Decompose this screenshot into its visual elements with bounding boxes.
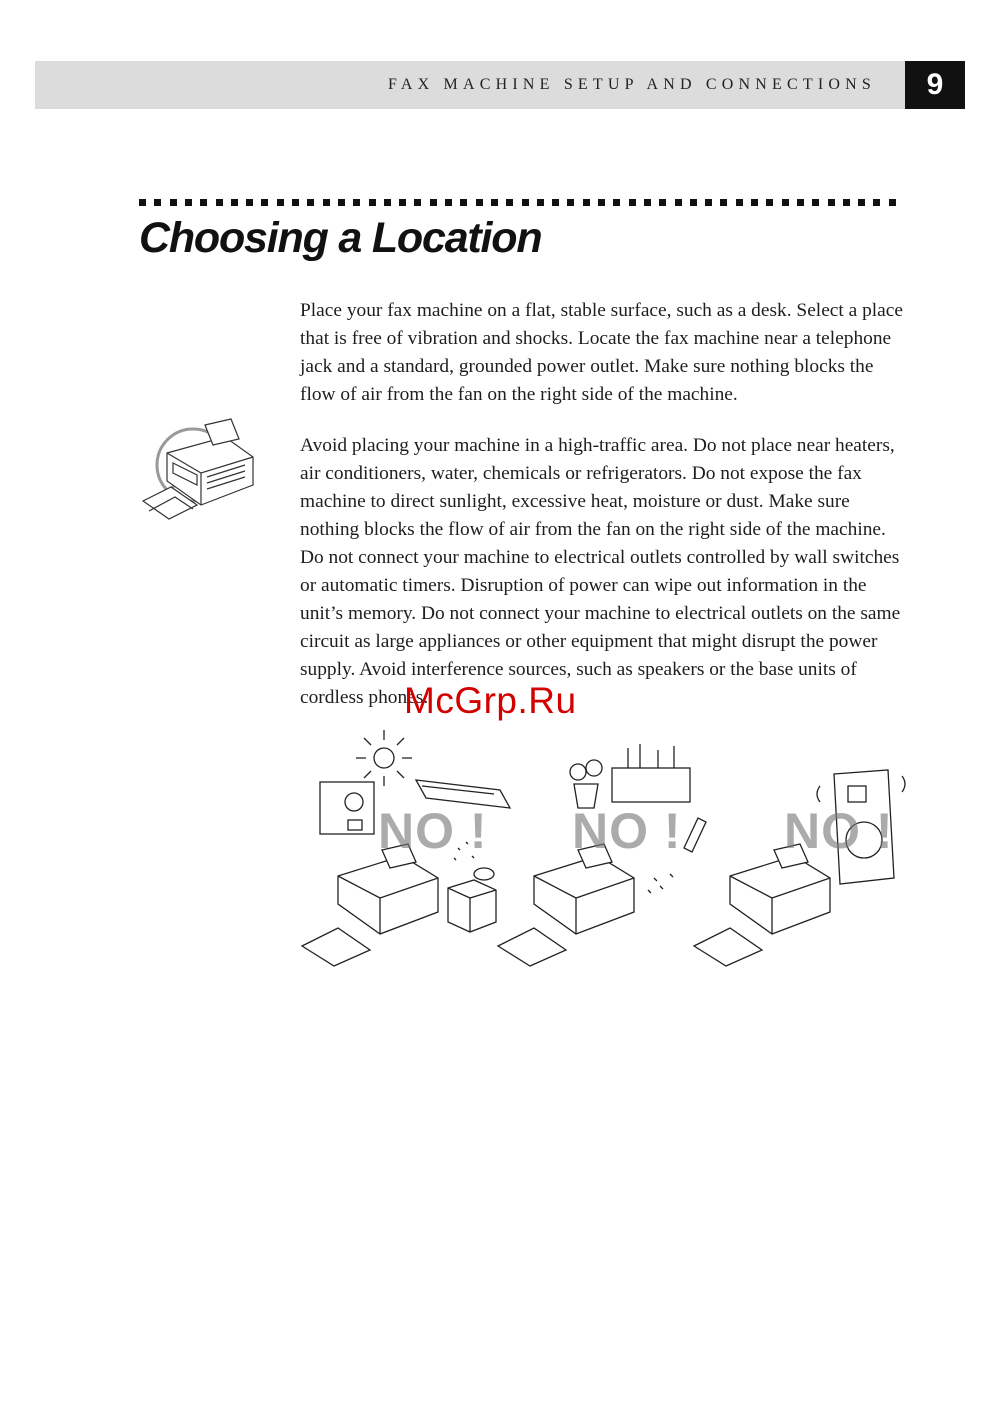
divider-dot	[154, 199, 161, 206]
sun-icon	[356, 730, 412, 786]
divider-dot	[797, 199, 804, 206]
body-paragraph-1: Place your fax machine on a flat, stable surface, such as a desk. Select a place that is free of vibration and shocks. Locate the fax machine near a telephone jack and a standard, grounded power outlet. Make sure nothing blocks the flow of air from the fan on the right side of the machine.	[300, 300, 904, 405]
divider-dot	[828, 199, 835, 206]
divider-dot	[690, 199, 697, 206]
body-paragraph-2: Avoid placing your machine in a high-traffic area. Do not place near heaters, air conditioners, water, chemicals or refrigerators. Do not expose the fax machine to direct sunlight, excessive heat, moisture or dust. Make sure nothing blocks the flow of air from the fan on the right side of the machine. Do not connect your machine to electrical outlets controlled by wall switches or automatic timers. Disruption of power can wipe out information in the unit’s memory. Do not connect your machine to electrical outlets on the same circuit as large appliances or other equipment that might disrupt the power supply. Avoid interference sources, such as speakers or the base units of cordless phones.	[300, 435, 901, 708]
divider-dot	[889, 199, 896, 206]
divider-dot	[460, 199, 467, 206]
divider-dot	[430, 199, 437, 206]
divider-dot	[139, 199, 146, 206]
divider-dot	[613, 199, 620, 206]
fax-machine-icon	[135, 415, 260, 525]
section-title: Choosing a Location	[139, 214, 542, 262]
divider-dot	[170, 199, 177, 206]
divider-dot	[369, 199, 376, 206]
divider-dot	[873, 199, 880, 206]
divider-dot	[277, 199, 284, 206]
divider-dot	[782, 199, 789, 206]
divider-dot	[705, 199, 712, 206]
divider-dot	[384, 199, 391, 206]
divider-dot	[675, 199, 682, 206]
divider-dot	[185, 199, 192, 206]
divider-dot	[353, 199, 360, 206]
divider-dot	[843, 199, 850, 206]
divider-dot	[338, 199, 345, 206]
watermark[interactable]: McGrp.Ru	[404, 680, 577, 721]
divider-dot	[307, 199, 314, 206]
divider-dot	[644, 199, 651, 206]
divider-dot	[522, 199, 529, 206]
divider-dot	[491, 199, 498, 206]
divider-dot	[598, 199, 605, 206]
fax-machine-icon	[694, 844, 830, 966]
heater-icon	[320, 782, 374, 834]
fax-machine-icon	[302, 844, 438, 966]
divider-dot	[537, 199, 544, 206]
divider-dot	[567, 199, 574, 206]
divider-dot	[216, 199, 223, 206]
divider-dot	[766, 199, 773, 206]
no-label-2: NO !	[572, 803, 682, 859]
divider-dot	[414, 199, 421, 206]
divider-dot	[323, 199, 330, 206]
divider-dot	[583, 199, 590, 206]
divider-dot	[736, 199, 743, 206]
no-label-1: NO !	[378, 803, 488, 859]
divider-dot	[246, 199, 253, 206]
divider-dot	[399, 199, 406, 206]
divider-dot	[812, 199, 819, 206]
divider-dot	[261, 199, 268, 206]
divider-dot	[506, 199, 513, 206]
fax-machine-icon	[498, 844, 634, 966]
divider-dot	[720, 199, 727, 206]
divider-dot	[629, 199, 636, 206]
divider-dot	[292, 199, 299, 206]
divider-dot	[231, 199, 238, 206]
chapter-title: FAX MACHINE SETUP AND CONNECTIONS	[387, 76, 876, 93]
divider-dot	[476, 199, 483, 206]
chemicals-icon	[570, 744, 690, 808]
divider-dot	[552, 199, 559, 206]
page-number: 9	[905, 61, 965, 109]
divider-dot	[445, 199, 452, 206]
section-divider-dots	[139, 199, 909, 209]
divider-dot	[751, 199, 758, 206]
no-label-3: NO !	[784, 803, 894, 859]
divider-dot	[659, 199, 666, 206]
divider-dot	[200, 199, 207, 206]
divider-dot	[858, 199, 865, 206]
